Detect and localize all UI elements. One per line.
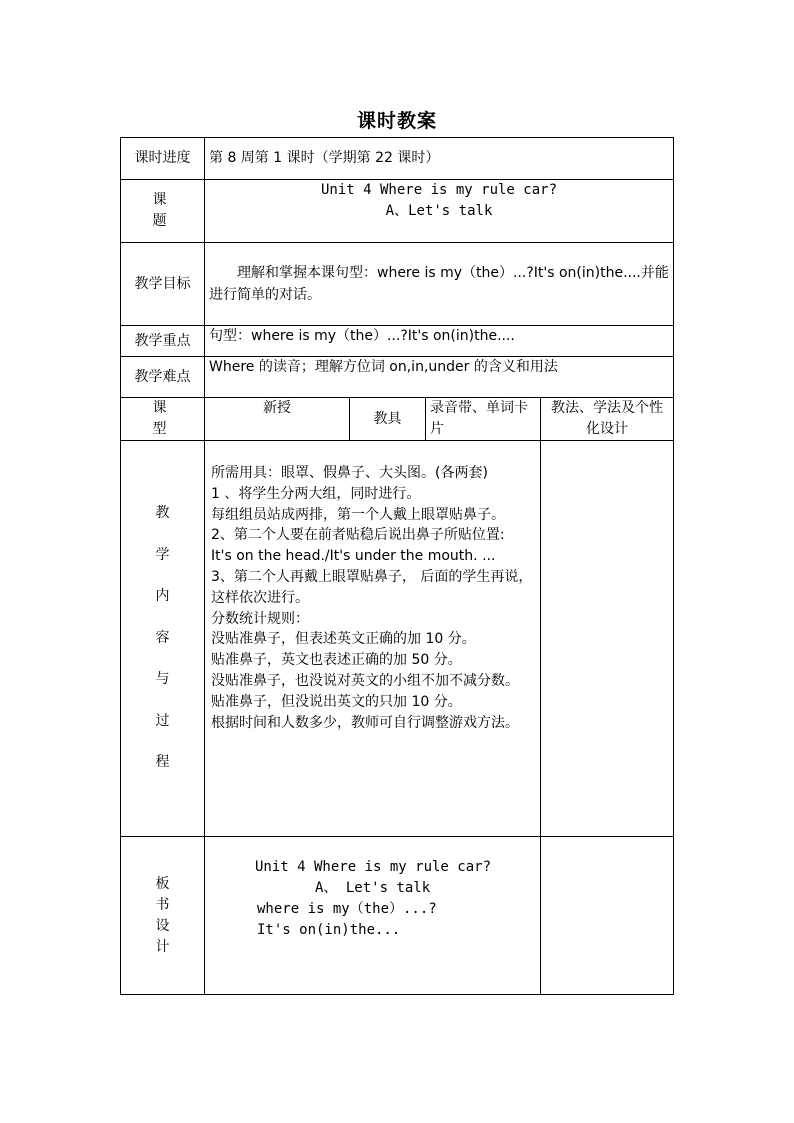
board-label-char: 计 — [155, 938, 170, 955]
board-label-char: 书 — [155, 896, 170, 913]
page-title: 课时教案 — [356, 110, 437, 132]
tools-value: 录音带、单词卡片 — [426, 398, 541, 441]
content-line: 没贴准鼻子，但表述英文正确的加 10 分。 — [211, 631, 476, 648]
difficulty-value: Where 的读音；理解方位词 on,in,under 的含义和用法 — [205, 357, 674, 398]
row-board — [121, 837, 674, 995]
content-label-char: 学 — [155, 546, 170, 563]
content-line: 没贴准鼻子，也没说对英文的小组不加不减分数。 — [211, 672, 519, 689]
progress-value: 第 8 周第 1 课时（学期第 22 课时） — [205, 138, 674, 180]
content-line: 1 、将学生分两大组，同时进行。 — [211, 485, 421, 502]
content-label-char: 容 — [155, 629, 170, 646]
goal-value — [205, 243, 674, 326]
content-label-char: 程 — [155, 754, 170, 770]
tools-label: 教具 — [350, 398, 426, 441]
board-notes — [541, 837, 674, 995]
board-line-1: Unit 4 Where is my rule car? — [255, 859, 492, 875]
topic-line-2: A、Let's talk — [385, 203, 493, 219]
board-line-4: It's on(in)the... — [257, 922, 401, 938]
board-line-3: where is my（the）...? — [257, 901, 437, 917]
content-line: 所需用具：眼罩、假鼻子、大头图。(各两套) — [211, 465, 488, 481]
row-goal — [121, 243, 674, 326]
topic-value — [205, 180, 674, 243]
content-label-char: 与 — [155, 671, 170, 687]
board-label-char: 设 — [155, 917, 170, 934]
lesson-plan-table — [120, 137, 674, 995]
row-progress — [121, 138, 674, 180]
type-value: 新授 — [205, 398, 350, 441]
board-body — [205, 837, 541, 995]
content-label-char: 教 — [155, 505, 170, 521]
content-label-char: 内 — [155, 588, 170, 604]
topic-line-1: Unit 4 Where is my rule car? — [321, 182, 558, 198]
difficulty-label: 教学难点 — [121, 357, 205, 398]
key-value: 句型：where is my（the）...?It's on(in)the.... — [205, 326, 674, 357]
content-line: 2、第二个人要在前者贴稳后说出鼻子所贴位置: — [211, 527, 505, 544]
content-line: 分数统计规则： — [211, 610, 309, 627]
row-type — [121, 398, 674, 441]
content-line: 根据时间和人数多少，教师可自行调整游戏方法。 — [211, 714, 519, 731]
progress-label: 课时进度 — [121, 138, 205, 180]
topic-label: 课 题 — [121, 180, 205, 243]
type-label: 课 型 — [121, 398, 205, 441]
content-label — [121, 441, 205, 837]
row-key — [121, 326, 674, 357]
content-line: 贴准鼻子，英文也表述正确的加 50 分。 — [211, 652, 462, 669]
goal-label: 教学目标 — [121, 243, 205, 326]
row-content — [121, 441, 674, 837]
content-label-char: 过 — [155, 712, 170, 729]
row-difficulty — [121, 357, 674, 398]
row-topic — [121, 180, 674, 243]
key-label: 教学重点 — [121, 326, 205, 357]
board-label — [121, 837, 205, 995]
content-line: It's on the head./It's under the mouth. ... — [211, 548, 496, 565]
board-label-char: 板 — [155, 875, 170, 892]
content-notes — [541, 441, 674, 837]
content-body — [205, 441, 541, 837]
goal-text: 理解和掌握本课句型：where is my（the）...?It's on(in)the....并能进行简单的对话。 — [209, 265, 669, 303]
content-line: 3、第二个人再戴上眼罩贴鼻子， 后面的学生再说，这样依次进行。 — [211, 568, 533, 606]
method-label: 教法、学法及个性化设计 — [541, 398, 674, 441]
content-line: 每组组员站成两排，第一个人戴上眼罩贴鼻子。 — [211, 506, 505, 523]
board-line-2: A、 Let's talk — [315, 880, 431, 896]
content-line: 贴准鼻子，但没说出英文的只加 10 分。 — [211, 693, 462, 710]
